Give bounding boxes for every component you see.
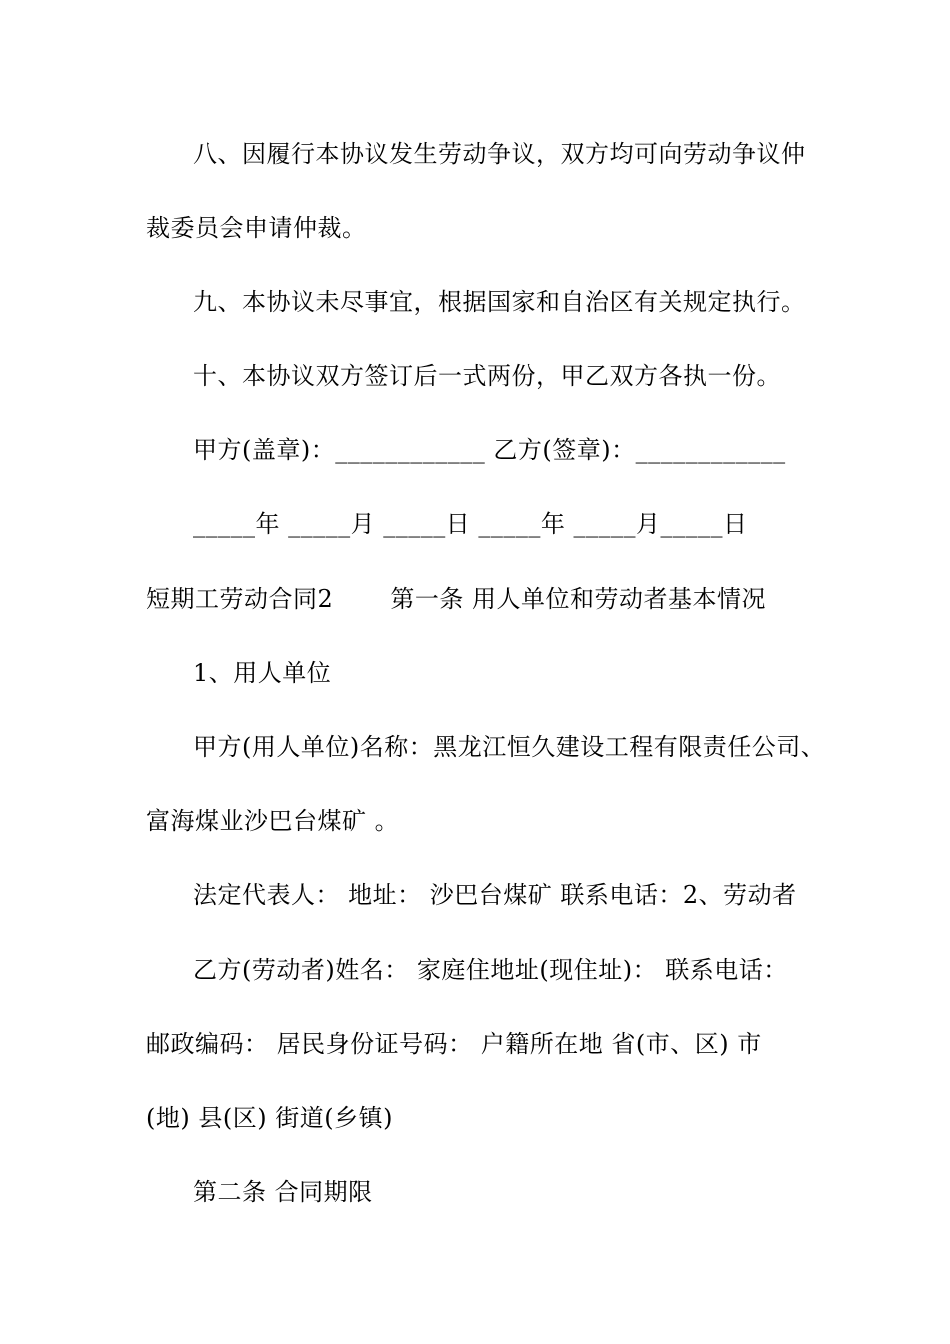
employer-heading: 1、用人单位 (193, 659, 332, 687)
clause-8-line-1: 八、因履行本协议发生劳动争议，双方均可向劳动争议仲 (193, 140, 806, 168)
worker-line: 乙方(劳动者)姓名： 家庭住地址(现住址)： 联系电话： (193, 956, 788, 984)
clause-10: 十、本协议双方签订后一式两份，甲乙双方各执一份。 (193, 362, 781, 390)
employer-name-line-1: 甲方(用人单位)名称：黑龙江恒久建设工程有限责任公司、 (193, 733, 826, 761)
signature-line: 甲方(盖章)：____________ 乙方(签章)：____________ (193, 436, 786, 464)
address-line: (地) 县(区) 街道(乡镇) (146, 1104, 393, 1132)
postal-id-line: 邮政编码： 居民身份证号码： 户籍所在地 省(市、区) 市 (146, 1030, 762, 1058)
date-line: _____年 _____月 _____日 _____年 _____月_____日 (193, 510, 748, 538)
representative-line: 法定代表人： 地址： 沙巴台煤矿 联系电话：2、劳动者 (193, 881, 797, 909)
clause-9: 九、本协议未尽事宜，根据国家和自治区有关规定执行。 (193, 288, 806, 316)
contract-2-heading: 短期工劳动合同2 第一条 用人单位和劳动者基本情况 (146, 585, 767, 613)
article-2-heading: 第二条 合同期限 (193, 1178, 373, 1206)
clause-8-line-2: 裁委员会申请仲裁。 (146, 214, 367, 242)
employer-name-line-2: 富海煤业沙巴台煤矿 。 (146, 807, 400, 835)
